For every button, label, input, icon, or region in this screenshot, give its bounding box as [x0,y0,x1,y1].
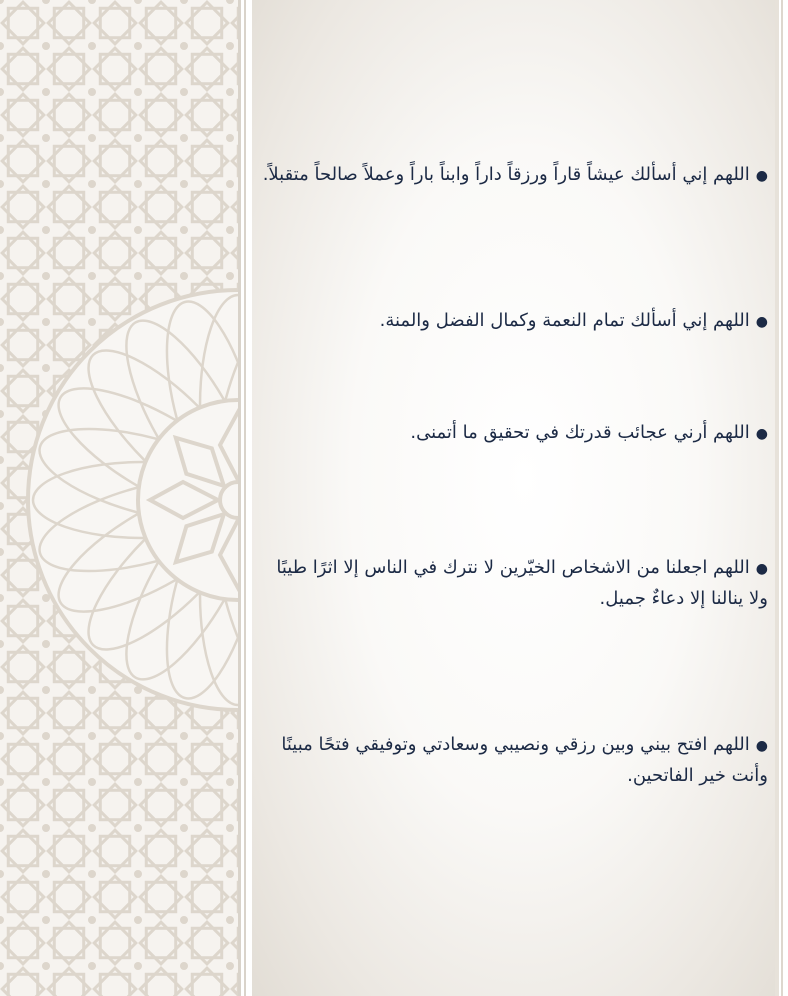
bullet-icon: ● [755,426,768,442]
prayer-text: اللهم افتح بيني وبين رزقي ونصيبي وسعادتي وتوفيقي فتحًا مبينًا وأنت خير الفاتحين. [281,734,768,786]
panel-divider-inner [244,0,246,996]
right-border-line [781,0,783,996]
decorative-panel [0,0,238,996]
prayer-item [262,160,768,191]
bullet-icon: ● [755,738,768,754]
prayer-text: اللهم اجعلنا من الاشخاص الخيّرين لا نترك في الناس إلا اثرًا طيبًا ولا ينالنا إلا دعاءٌ جميل. [276,557,768,609]
prayer-item [262,306,768,337]
right-border [775,0,779,996]
prayer-item [262,418,768,449]
content-panel [252,0,775,996]
prayer-text: اللهم إني أسألك تمام النعمة وكمال الفضل والمنة. [379,310,750,331]
prayer-text: اللهم إني أسألك عيشاً قاراً ورزقاً داراً وابناً باراً وعملاً صالحاً متقبلاً. [262,164,750,185]
bullet-icon: ● [755,168,768,184]
prayer-item [262,730,768,791]
geometric-pattern [0,0,238,996]
bullet-icon: ● [755,314,768,330]
bullet-icon: ● [755,561,768,577]
panel-divider [238,0,241,996]
prayer-text: اللهم أرني عجائب قدرتك في تحقيق ما أتمنى. [410,422,750,443]
prayer-item [262,553,768,614]
